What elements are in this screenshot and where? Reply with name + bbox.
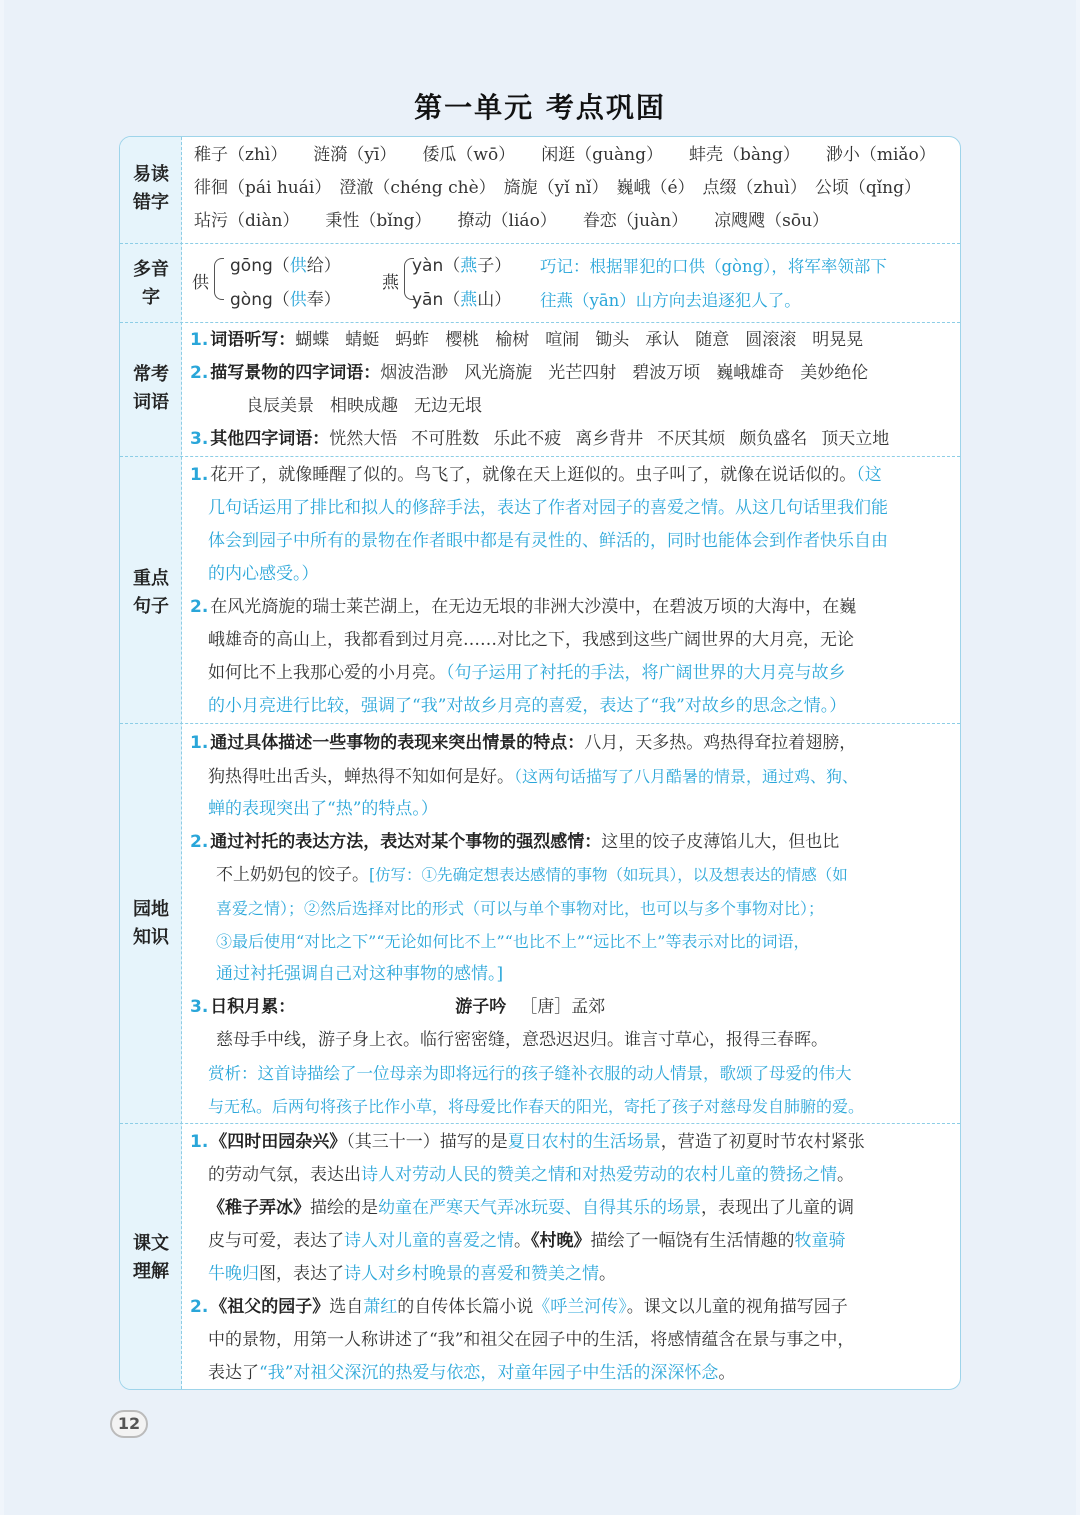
memory-tip: 往燕（yān）山方向去追逐犯人了。 bbox=[540, 291, 801, 310]
reading-line bbox=[230, 250, 341, 283]
yuandi-content bbox=[190, 727, 952, 1123]
word-entry: 闲逛（guàng） bbox=[541, 145, 663, 165]
key-point: 诗人对劳动人民的赞美之情和对热爱劳动的农村儿童的赞扬之情 bbox=[361, 1165, 837, 1185]
poem-text: 慈母手中线，游子身上衣。临行密密缝，意恐迟迟归。谁言寸草心，报得三春晖。 bbox=[216, 1030, 828, 1050]
text-line bbox=[190, 1159, 952, 1192]
vocab-word: 不可胜数 bbox=[411, 429, 480, 449]
word-entry: 稚子（zhì） bbox=[194, 145, 288, 165]
text-body: 选自 bbox=[329, 1297, 364, 1317]
knowledge-line bbox=[190, 826, 952, 859]
text-body: 。 bbox=[514, 1231, 531, 1251]
polyphone-char: 供 bbox=[192, 273, 209, 293]
word-list-2b bbox=[190, 390, 952, 423]
text-body: 描绘了一幅饶有生活情趣的 bbox=[590, 1231, 795, 1251]
reading-line bbox=[412, 284, 511, 317]
row-label: 多音 字 bbox=[133, 259, 169, 308]
word-list-2 bbox=[190, 357, 952, 390]
text-title: 《祖父的园子》 bbox=[210, 1297, 330, 1317]
vocab-word: 碧波万顷 bbox=[632, 363, 701, 383]
vocab-word: 乐此不疲 bbox=[493, 429, 562, 449]
analysis-line: 蝉的表现突出了“热”的特点。） bbox=[208, 799, 438, 819]
item-heading: 通过具体描述一些事物的表现来突出情景的特点： bbox=[210, 733, 585, 753]
word-entry: 涟漪（yī） bbox=[313, 145, 397, 165]
item-number: 2. bbox=[190, 363, 209, 383]
item-number: 1. bbox=[190, 330, 209, 350]
key-point: 牛晚归 bbox=[208, 1264, 259, 1284]
analysis-line: 几句话运用了排比和拟人的修辞手法，表达了作者对园子的喜爱之情。从这几句话里我们能 bbox=[208, 498, 888, 518]
sentence-line bbox=[190, 459, 952, 492]
vocab-word: 无边无垠 bbox=[414, 396, 482, 416]
text-title: 《稚子弄冰》 bbox=[208, 1198, 310, 1218]
sentence-line bbox=[190, 657, 952, 690]
example-rest: 奉） bbox=[306, 290, 341, 310]
analysis-line: 通过衬托强调自己对这种事物的感情。] bbox=[216, 964, 504, 984]
vocab-word: 颇负盛名 bbox=[739, 429, 808, 449]
word-entry: 徘徊（pái huái） bbox=[194, 178, 332, 198]
word-entry: 蚌壳（bàng） bbox=[689, 145, 800, 165]
word-list-3 bbox=[190, 423, 952, 456]
row-yuandi bbox=[120, 723, 960, 1123]
vocab-word: 恍然大悟 bbox=[329, 429, 398, 449]
text-body: 皮与可爱，表达了 bbox=[208, 1231, 344, 1251]
example-text: 八月，天多热。鸡热得耷拉着翅膀， bbox=[584, 733, 857, 753]
word-entry: 公顷（qǐng） bbox=[814, 178, 921, 198]
changkao-content bbox=[190, 324, 952, 456]
word-line bbox=[194, 205, 952, 238]
key-point: 牧童骑 bbox=[794, 1231, 846, 1251]
text-body: ，营造了初夏时节农村紧张 bbox=[660, 1132, 865, 1152]
word-entry: 倭瓜（wō） bbox=[422, 145, 516, 165]
example-rest: 给） bbox=[306, 256, 341, 276]
text-body: 。 bbox=[718, 1363, 736, 1383]
vocab-word: 锄头 bbox=[595, 330, 630, 350]
vocab-word: 烟波浩渺 bbox=[380, 363, 449, 383]
appreciation-line: 赏析：这首诗描绘了一位母亲为即将远行的孩子缝补衣服的动人情景，歌颂了母爱的伟大 bbox=[208, 1064, 852, 1083]
polyphone-char: 燕 bbox=[382, 273, 399, 293]
juzi-content bbox=[190, 459, 952, 723]
item-number: 2. bbox=[190, 597, 209, 617]
analysis-line: ③最后使用“对比之下”“无论如何比不上”“也比不上”“远比不上”等表示对比的词语， bbox=[216, 932, 810, 951]
example-char: 供 bbox=[289, 290, 307, 310]
word-entry: 玷污（diàn） bbox=[194, 211, 300, 231]
brace-shape bbox=[214, 258, 224, 300]
item-heading: 其他四字词语： bbox=[210, 429, 330, 449]
example-rest: 子） bbox=[477, 256, 512, 276]
key-point: “我”对祖父深沉的热爱与依恋，对童年园子中生活的深深怀念 bbox=[259, 1363, 719, 1383]
text-body: 表达了 bbox=[208, 1363, 259, 1383]
poem-title: 游子吟 bbox=[455, 997, 507, 1017]
vocab-word: 随意 bbox=[695, 330, 730, 350]
vocab-word: 圆滚滚 bbox=[745, 330, 797, 350]
word-entry: 渺小（miǎo） bbox=[825, 145, 936, 165]
text-title: 《四时田园杂兴》 bbox=[210, 1132, 347, 1152]
row-kewen bbox=[120, 1123, 960, 1390]
reading-line bbox=[230, 284, 341, 317]
memory-tip: 巧记：根据罪犯的口供（gòng），将军率领部下 bbox=[540, 257, 887, 276]
vocab-word: 巍峨雄奇 bbox=[716, 363, 785, 383]
page-number: 12 bbox=[110, 1410, 148, 1438]
example-text: 狗热得吐出舌头，蝉热得不知如何是好。 bbox=[208, 767, 514, 787]
item-number: 1. bbox=[190, 733, 209, 753]
row-label: 课文 理解 bbox=[133, 1233, 169, 1282]
vocab-word: 风光旖旎 bbox=[464, 363, 533, 383]
key-point: 夏日农村的生活场景 bbox=[507, 1132, 661, 1152]
example-char: 供 bbox=[289, 256, 307, 276]
row-label: 易读 错字 bbox=[133, 164, 169, 213]
page-title: 第一单元 考点巩固 bbox=[414, 91, 666, 124]
row-label: 园地 知识 bbox=[133, 899, 169, 948]
vocab-word: 蝴蝶 bbox=[295, 330, 330, 350]
vocab-word: 光芒四射 bbox=[548, 363, 617, 383]
vocab-word: 相映成趣 bbox=[330, 396, 398, 416]
vocab-word: 承认 bbox=[645, 330, 680, 350]
word-entry: 旖旎（yǐ nǐ） bbox=[503, 178, 609, 198]
knowledge-line bbox=[190, 727, 952, 760]
analysis-text: （这两句话描写了八月酷暑的情景，通过鸡、狗、 bbox=[514, 767, 859, 786]
vocab-word: 不厌其烦 bbox=[657, 429, 726, 449]
item-number: 3. bbox=[190, 997, 209, 1017]
example-char: 燕 bbox=[460, 256, 478, 276]
text-body: 。 bbox=[599, 1264, 616, 1284]
analysis-line: 体会到园子中所有的景物在作者眼中都是有灵性的、鲜活的，同时也能体会到作者快乐自由 bbox=[208, 531, 888, 551]
pinyin: yàn（ bbox=[412, 256, 461, 276]
row-juzi bbox=[120, 456, 960, 723]
word-line bbox=[194, 172, 952, 205]
text-line bbox=[190, 1126, 952, 1159]
pinyin: gōng（ bbox=[230, 256, 290, 276]
text-line bbox=[190, 1192, 952, 1225]
item-number: 3. bbox=[190, 429, 209, 449]
word-entry: 秉性（bǐng） bbox=[325, 211, 432, 231]
summary-table bbox=[119, 136, 961, 1390]
row-yidu bbox=[120, 137, 960, 243]
example-rest: 山） bbox=[477, 290, 512, 310]
key-point: 幼童在严寒天气弄冰玩耍、自得其乐的场景 bbox=[378, 1198, 701, 1218]
vocab-word: 喧闹 bbox=[545, 330, 580, 350]
text-title: 《村晚》 bbox=[531, 1231, 591, 1251]
analysis-text: [仿写：①先确定想表达感情的事物（如玩具），以及想表达的情感（如 bbox=[369, 866, 848, 884]
appreciation-line: 与无私。后两句将孩子比作小草，将母爱比作春天的阳光，寄托了孩子对慈母发自肺腑的爱。 bbox=[208, 1097, 865, 1116]
vocab-word: 蚂蚱 bbox=[395, 330, 430, 350]
item-heading: 通过衬托的表达方法，表达对某个事物的强烈感情： bbox=[210, 832, 602, 852]
kewen-content bbox=[190, 1126, 952, 1390]
word-entry: 眷恋（juàn） bbox=[582, 211, 689, 231]
text-line: 中的景物，用第一人称讲述了“我”和祖父在园子中的生活，将感情蕴含在景与事之中， bbox=[208, 1330, 855, 1350]
sentence-line: 峨雄奇的高山上，我都看到过月亮……对比之下，我感到这些广阔世界的大月亮，无论 bbox=[208, 630, 854, 650]
word-list bbox=[380, 363, 884, 383]
text-body: 的自传体长篇小说 bbox=[397, 1297, 534, 1317]
word-line bbox=[194, 139, 952, 172]
row-label: 重点 句子 bbox=[133, 568, 169, 617]
row-label: 常考 词语 bbox=[133, 364, 169, 413]
page bbox=[4, 0, 1076, 1515]
row-changkao bbox=[120, 322, 960, 456]
knowledge-line bbox=[190, 991, 952, 1024]
key-point: 萧红 bbox=[363, 1297, 398, 1317]
text-body: 图，表达了 bbox=[259, 1264, 344, 1284]
text-body: （其三十一）描写的是 bbox=[346, 1132, 508, 1152]
vocab-word: 明晃晃 bbox=[812, 330, 864, 350]
sentence-text: 在风光旖旎的瑞士莱芒湖上，在无边无垠的非洲大沙漠中，在碧波万顷的大海中，在巍 bbox=[210, 597, 857, 617]
vocab-word: 良辰美景 bbox=[246, 396, 314, 416]
knowledge-line bbox=[190, 859, 952, 892]
vocab-word: 顶天立地 bbox=[821, 429, 890, 449]
word-list bbox=[295, 330, 879, 350]
sentence-line bbox=[190, 591, 952, 624]
yidu-content bbox=[194, 139, 952, 238]
example-char: 燕 bbox=[460, 290, 478, 310]
vocab-word: 榆树 bbox=[495, 330, 530, 350]
word-entry: 巍峨（é） bbox=[616, 178, 695, 198]
text-line bbox=[190, 1258, 952, 1291]
text-body: 。课文以儿童的视角描写园子 bbox=[626, 1297, 848, 1317]
item-heading: 日积月累： bbox=[210, 997, 296, 1017]
vocab-word: 樱桃 bbox=[445, 330, 480, 350]
text-line bbox=[190, 1357, 952, 1390]
reading-line bbox=[412, 250, 511, 283]
example-text: 不上奶奶包的饺子。 bbox=[216, 865, 369, 885]
text-body: 的劳动气氛，表达出 bbox=[208, 1165, 361, 1185]
analysis-line: 喜爱之情）；②然后选择对比的形式（可以与单个事物对比，也可以与多个事物对比）； bbox=[216, 899, 825, 918]
word-entry: 点缀（zhuì） bbox=[702, 178, 807, 198]
knowledge-line bbox=[190, 760, 952, 793]
item-heading: 描写景物的四字词语： bbox=[210, 363, 381, 383]
vocab-word: 美妙绝伦 bbox=[800, 363, 869, 383]
sentence-text: 花开了，就像睡醒了似的。鸟飞了，就像在天上逛似的。虫子叫了，就像在说话似的。 bbox=[210, 465, 857, 485]
item-number: 2. bbox=[190, 832, 209, 852]
text-body: 。 bbox=[837, 1165, 854, 1185]
word-list bbox=[246, 396, 498, 416]
item-number: 2. bbox=[190, 1297, 209, 1317]
word-list-1 bbox=[190, 324, 952, 357]
poem-author: ［唐］孟郊 bbox=[520, 997, 606, 1017]
pinyin: yān（ bbox=[412, 290, 461, 310]
pinyin: gòng（ bbox=[230, 290, 290, 310]
item-number: 1. bbox=[190, 465, 209, 485]
vocab-word: 离乡背井 bbox=[575, 429, 644, 449]
vocab-word: 蜻蜓 bbox=[345, 330, 380, 350]
text-line bbox=[190, 1291, 952, 1324]
example-text: 这里的饺子皮薄馅儿大，但也比 bbox=[601, 832, 840, 852]
key-point: 《呼兰河传》 bbox=[533, 1297, 627, 1317]
analysis-line: 的内心感受。） bbox=[208, 564, 319, 584]
sentence-text: 如何比不上我那心爱的小月亮。 bbox=[208, 663, 446, 683]
analysis-text: （句子运用了衬托的手法，将广阔世界的大月亮与故乡 bbox=[446, 663, 846, 683]
text-line bbox=[190, 1225, 952, 1258]
key-point: 诗人对乡村晚景的喜爱和赞美之情 bbox=[344, 1264, 599, 1284]
item-number: 1. bbox=[190, 1132, 209, 1152]
word-entry: 澄澈（chéng chè） bbox=[339, 178, 496, 198]
text-body: ，表现出了儿童的调 bbox=[701, 1198, 854, 1218]
word-entry: 凉飕飕（sōu） bbox=[714, 211, 830, 231]
text-body: 描绘的是 bbox=[310, 1198, 378, 1218]
analysis-line: 的小月亮进行比较，强调了“我”对故乡月亮的喜爱，表达了“我”对故乡的思念之情。） bbox=[208, 696, 847, 716]
item-heading: 词语听写： bbox=[210, 330, 296, 350]
analysis-text: （这 bbox=[856, 465, 882, 485]
word-list bbox=[329, 429, 903, 449]
word-entry: 撩动（liáo） bbox=[457, 211, 557, 231]
key-point: 诗人对儿童的喜爱之情 bbox=[344, 1231, 514, 1251]
row-duoyin bbox=[120, 243, 960, 322]
